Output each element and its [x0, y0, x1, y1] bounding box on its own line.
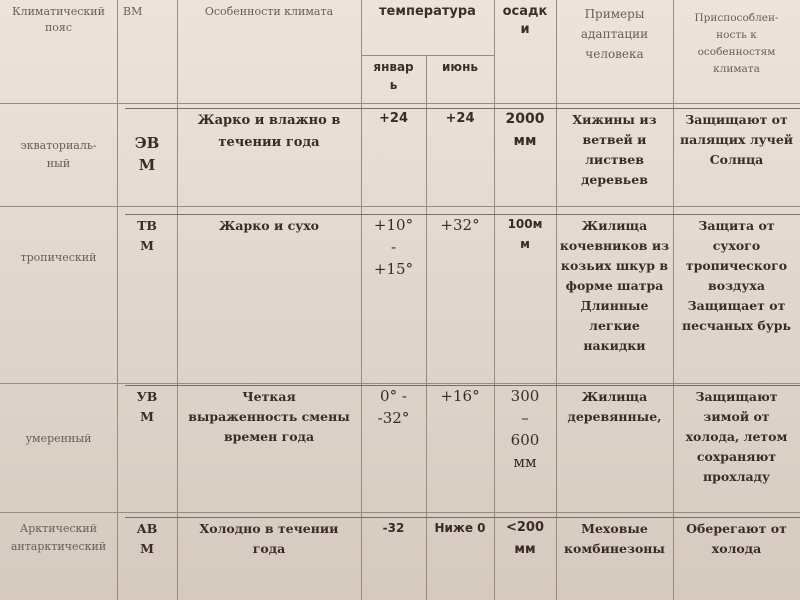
june-temp: Ниже 0	[434, 521, 486, 535]
header-adaptation-examples: Примеры адаптации человека	[580, 7, 649, 61]
vm-code: ТВ М	[137, 218, 157, 253]
climate-features: Холодно в течении года	[199, 521, 339, 556]
adaptation-purpose: Защищают от палящих лучей Солнца	[679, 112, 794, 167]
grid-line	[0, 383, 800, 384]
adaptation-example: Жилища деревянные,	[567, 389, 662, 424]
header-features: Особенности климата	[204, 5, 334, 18]
header-vm: ВМ	[123, 5, 143, 18]
january-temp: +10° - +15°	[373, 216, 414, 278]
precipitation: 300 – 600 мм	[510, 387, 540, 471]
zone-label: экваториаль- ный	[20, 139, 97, 170]
vm-code: ЭВ М	[134, 134, 160, 174]
january-temp: -32	[382, 521, 405, 535]
january-temp: +24	[379, 111, 408, 126]
precipitation: 2000 мм	[505, 111, 545, 149]
adaptation-example: Хижины из ветвей и листвев деревьев	[572, 112, 657, 187]
header-precipitation: осадк и	[502, 4, 548, 37]
precipitation: 100м м	[507, 217, 543, 251]
zone-label: Арктический антарктический	[10, 522, 107, 553]
precipitation: <200 мм	[505, 520, 545, 557]
adaptation-purpose: Защищают зимой от холода, летом сохраняют прохладу	[685, 389, 788, 484]
header-temperature: температура	[379, 4, 476, 19]
header-june: июнь	[442, 60, 478, 74]
january-temp: 0° - -32°	[377, 387, 410, 427]
grid-line	[0, 512, 800, 513]
climate-features: Жарко и сухо	[219, 218, 319, 233]
climate-features: Четкая выраженность смены времен года	[188, 389, 350, 444]
vm-code: УВ М	[136, 389, 158, 424]
june-temp: +32°	[440, 216, 480, 234]
header-zone: Климатический пояс	[12, 5, 105, 34]
june-temp: +24	[445, 111, 475, 126]
adaptation-purpose: Защита от сухого тропического воздуха Защищает от песчаных бурь	[681, 218, 791, 333]
zone-label: тропический	[20, 251, 97, 264]
climate-features: Жарко и влажно в течении года	[197, 113, 341, 150]
adaptation-purpose: Оберегают от холода	[686, 521, 787, 556]
header-adaptation-purpose: Приспособлен- ность к особенностям климата	[694, 12, 779, 75]
june-temp: +16°	[440, 387, 480, 405]
vm-code: АВ М	[136, 521, 158, 556]
grid-line	[0, 103, 800, 104]
header-january: январ ь	[373, 60, 414, 92]
adaptation-example: Меховые комбинезоны	[564, 521, 665, 556]
grid-line	[0, 206, 800, 207]
adaptation-example: Жилища кочевников из козьих шкур в форме шатра Длинные легкие накидки	[559, 218, 670, 353]
zone-label: умеренный	[25, 432, 92, 445]
